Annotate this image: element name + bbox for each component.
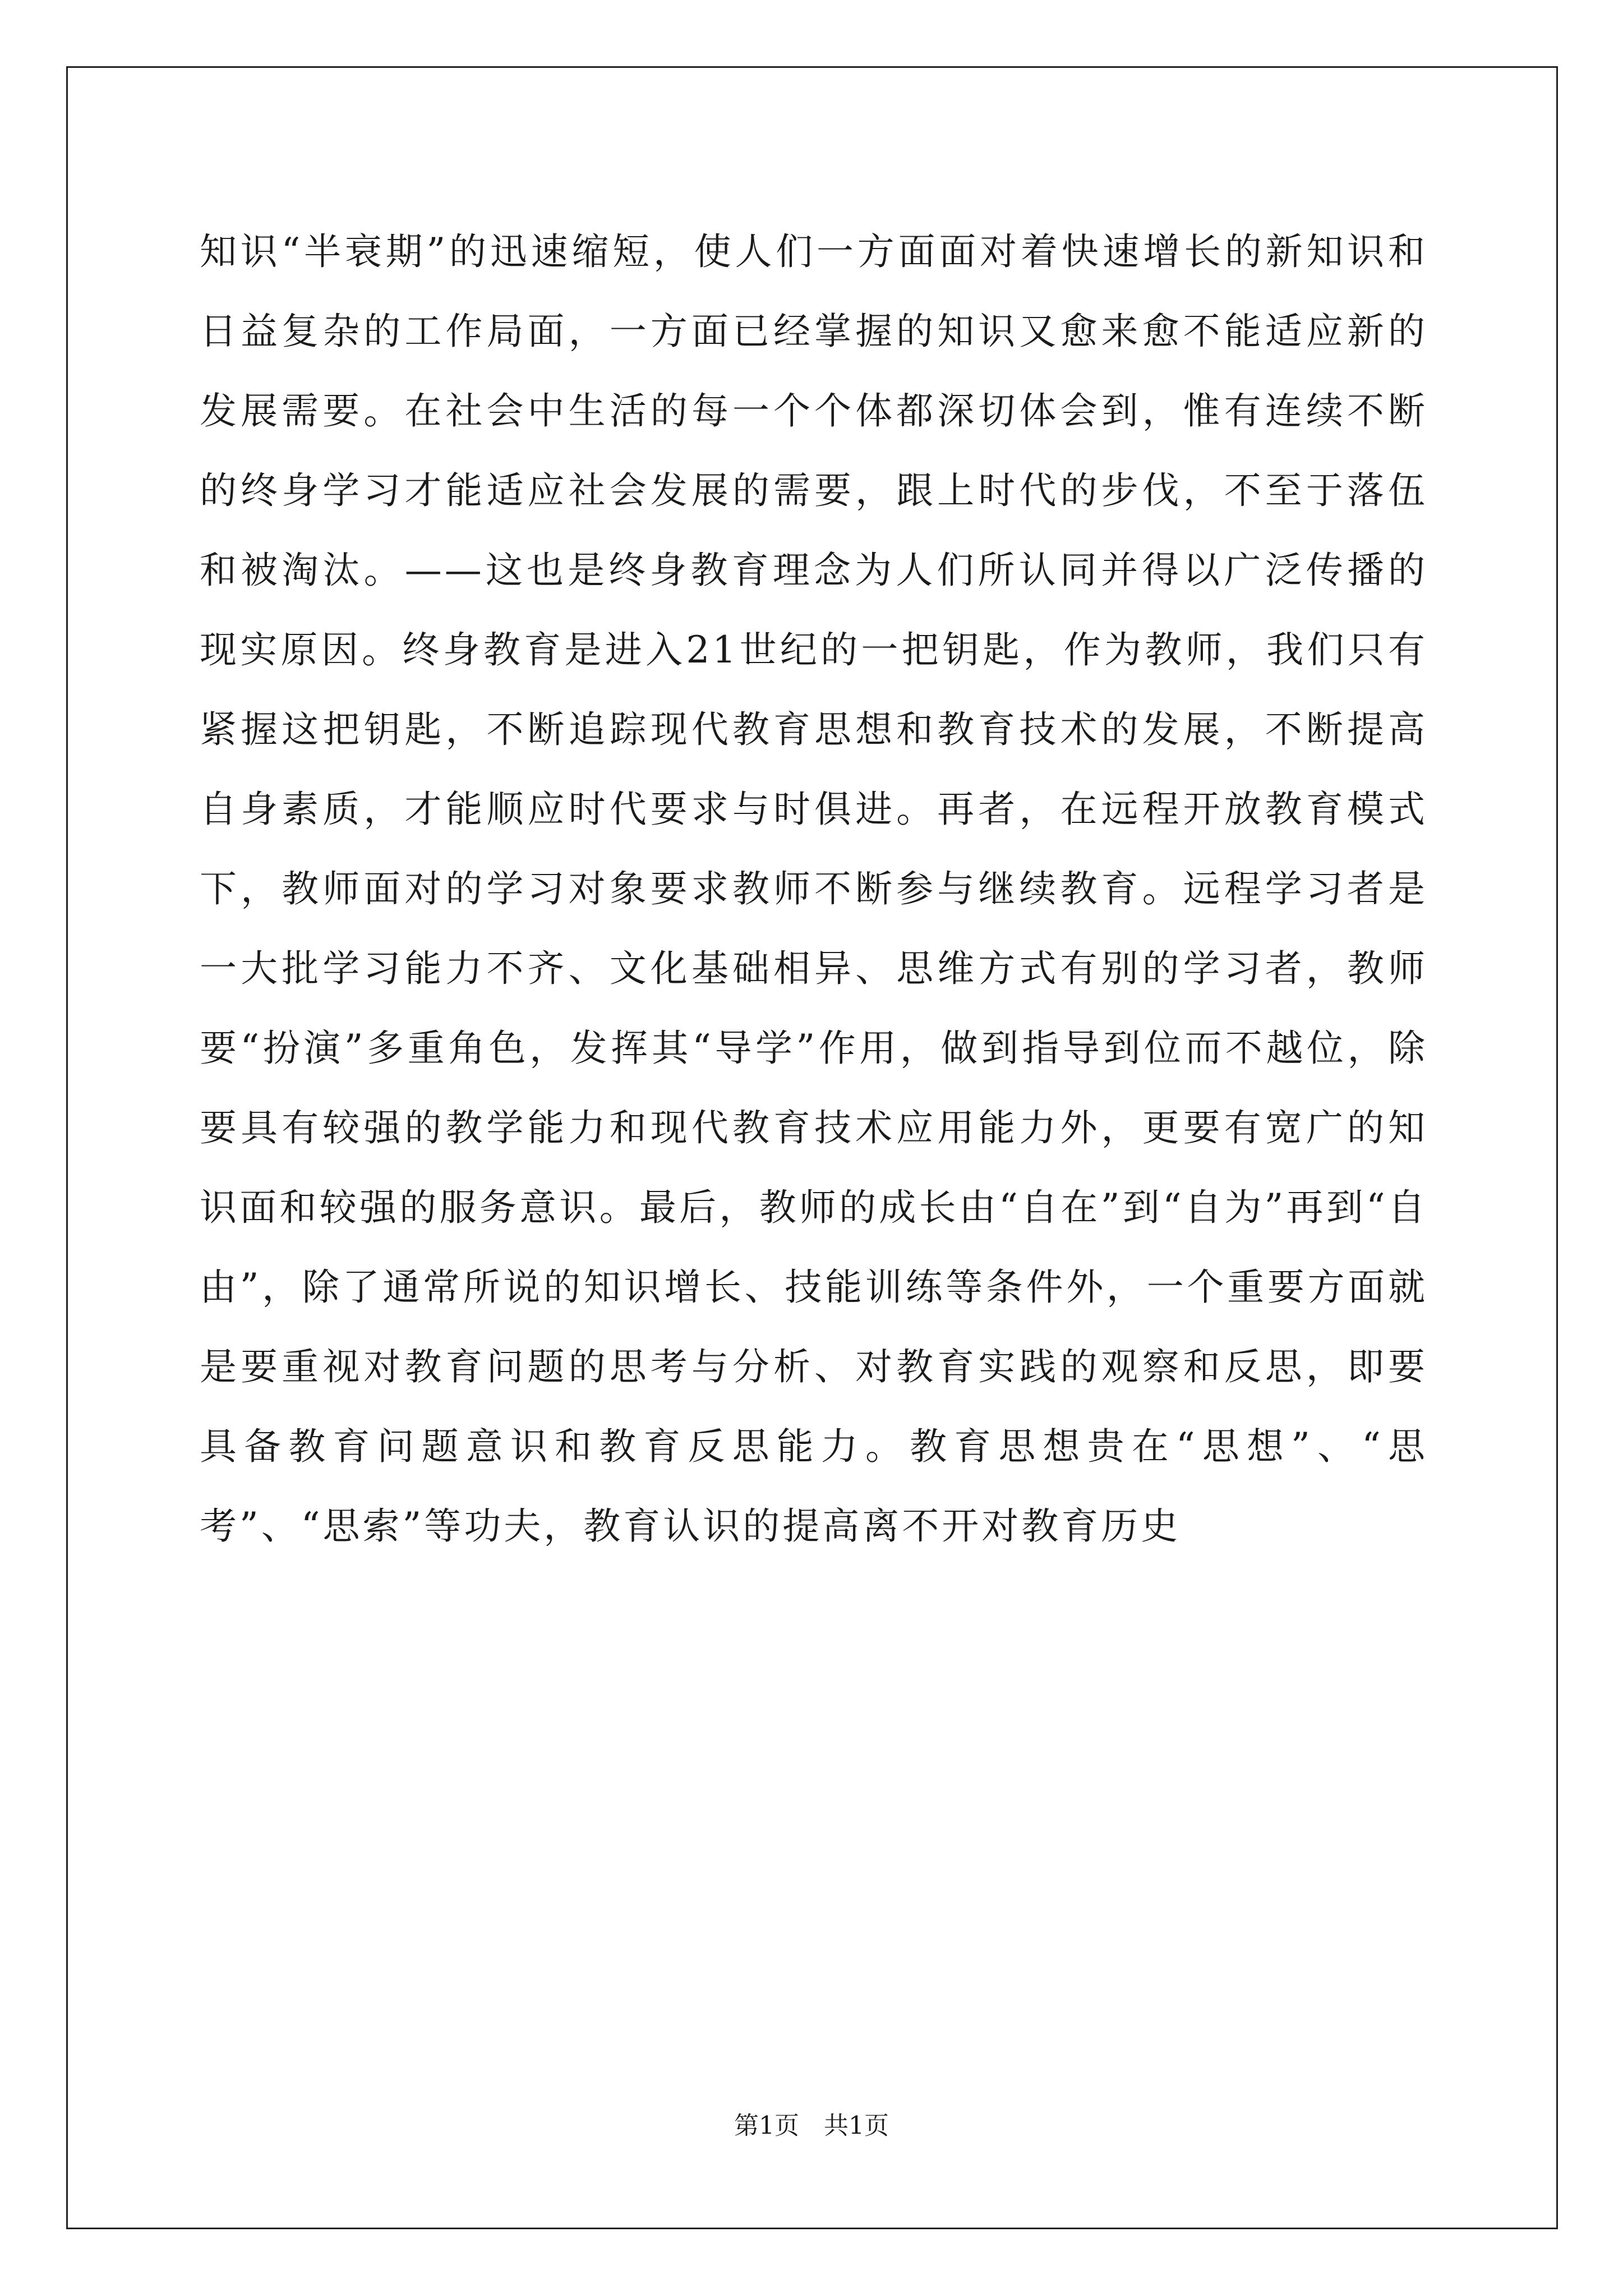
body-paragraph: 知识“半衰期”的迅速缩短，使人们一方面面对着快速增长的新知识和日益复杂的工作局面，一方面已经掌握的知识又愈来愈不能适应新的发展需要。在社会中生活的每一个个体都深切体会到，惟有连续不断的终身学习才能适应社会发展的需要，跟上时代的步伐，不至于落伍和被淘汰。——这也是终身教育理念为人们所认同并得以广泛传播的现实原因。终身教育是进入21世纪的一把钥匙，作为教师，我们只有紧握这把钥匙，不断追踪现代教育思想和教育技术的发展，不断提高自身素质，才能顺应时代要求与时俱进。再者，在远程开放教育模式下，教师面对的学习对象要求教师不断参与继续教育。远程学习者是一大批学习能力不齐、文化基础相异、思维方式有别的学习者，教师要“扮演”多重角色，发挥其“导学”作用，做到指导到位而不越位，除要具有较强的教学能力和现代教育技术应用能力外，更要有宽广的知识面和较强的服务意识。最后，教师的成长由“自在”到“自为”再到“自由”，除了通常所说的知识增长、技能训练等条件外，一个重要方面就是要重视对教育问题的思考与分析、对教育实践的观察和反思，即要具备教育问题意识和教育反思能力。教育思想贵在“思想”、“思考”、“思索”等功夫，教育认识的提高离不开对教育历史: [200, 230, 1428, 1548]
page-number-footer: 第1页 共1页: [734, 2111, 889, 2140]
